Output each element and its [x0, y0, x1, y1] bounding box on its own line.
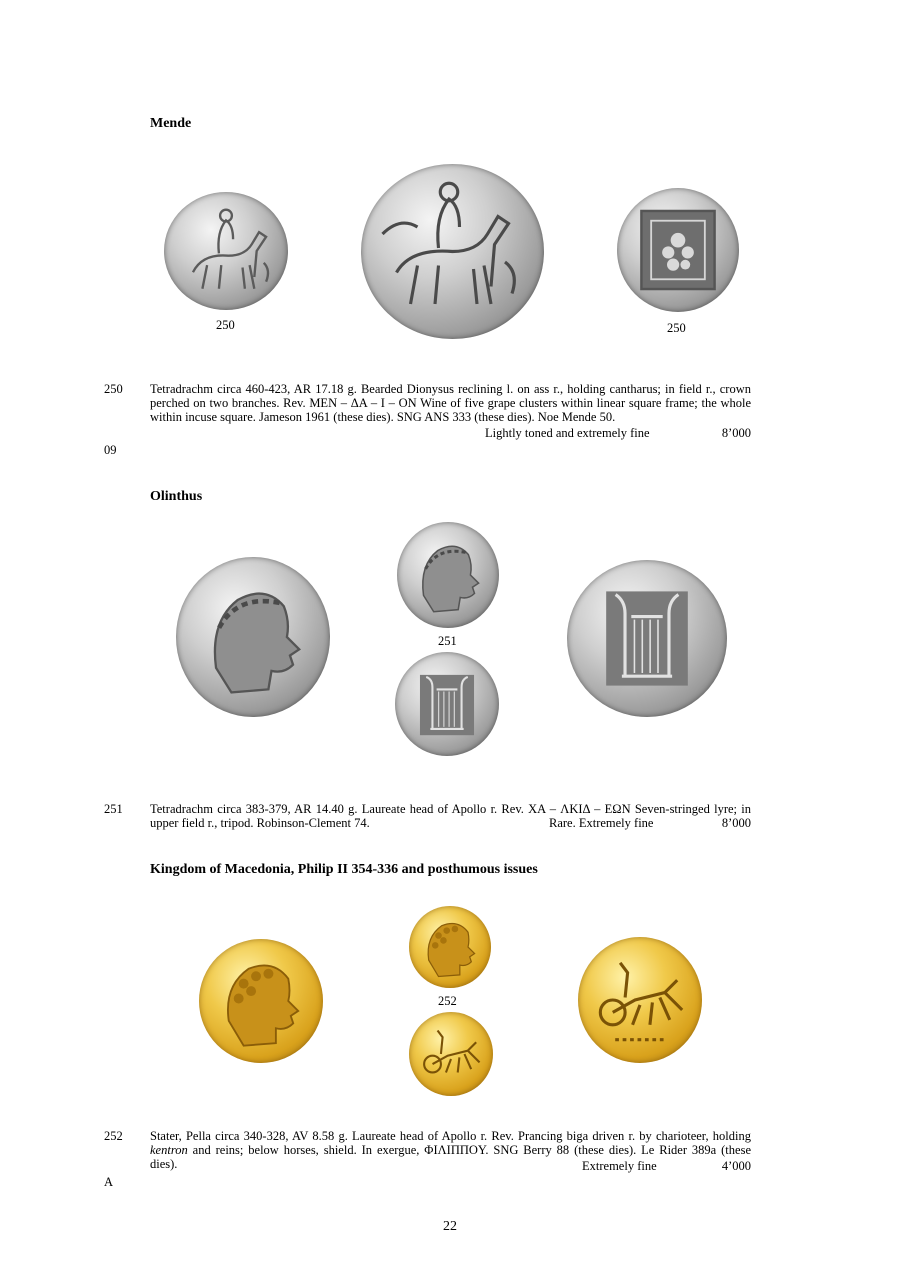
lot-price-252: 4’000: [721, 1159, 751, 1173]
coin-252-reverse-small: [409, 1012, 493, 1096]
coin-251-obverse-small: [397, 522, 499, 628]
dionysus-on-ass-icon: [361, 164, 544, 339]
section-heading-macedonia: Kingdom of Macedonia, Philip II 354-336 and posthumous issues: [150, 862, 538, 877]
biga-chariot-icon: [409, 1012, 493, 1096]
coin-252-obverse-large: [199, 939, 323, 1063]
section-heading-mende: Mende: [150, 116, 192, 131]
grape-clusters-square-icon: [617, 188, 739, 312]
coin-251-reverse-large: [567, 560, 727, 717]
coin-250-reverse: [617, 188, 739, 312]
lot-description-252-part-b: and reins; below horses, shield. In exergue, ΦIΛIΠΠOY. SNG Berry 88 (these dies). Le Rider 389a (these dies).: [150, 1143, 751, 1171]
lot-price-251: 8’000: [721, 816, 751, 830]
image-label-250-obverse: 250: [216, 318, 235, 332]
lot-description-250: Tetradrachm circa 460-423, AR 17.18 g. Bearded Dionysus reclining l. on ass r., holding cantharus; in field r., crown perched on two branches. Rev. MEN – ΔA – I – ON Wine of five grape clusters within linear square frame; the whole within incuse square. Jameson 1961 (these dies). SNG ANS 333 (these dies). Noe Mende 50.: [150, 382, 751, 424]
coin-250-obverse-large: [361, 164, 544, 339]
lot-number-250: 250: [104, 382, 123, 396]
lot-description-251: Tetradrachm circa 383-379, AR 14.40 g. Laureate head of Apollo r. Rev. XA – ΛΚΙΔ – EΩN Seven-stringed lyre; in upper field r., tripod. Robinson-Clement 74.: [150, 802, 751, 830]
coin-250-obverse-small: [164, 192, 288, 310]
lot-code-250: 09: [104, 443, 117, 457]
lot-price-250: 8’000: [721, 426, 751, 440]
dionysus-on-ass-icon: [164, 192, 288, 310]
lyre-icon: [567, 560, 727, 717]
lot-number-251: 251: [104, 802, 123, 816]
image-label-252: 252: [438, 994, 457, 1008]
lot-description-252-italic: kentron: [150, 1143, 188, 1157]
biga-chariot-icon: [578, 937, 702, 1063]
lyre-icon: [395, 652, 499, 756]
section-heading-olinthus: Olinthus: [150, 489, 203, 504]
apollo-head-icon: [397, 522, 499, 628]
apollo-head-icon: [409, 906, 491, 988]
apollo-head-icon: [199, 939, 323, 1063]
lot-grade-252: Extremely fine: [582, 1159, 657, 1173]
image-label-251: 251: [438, 634, 457, 648]
coin-251-obverse-large: [176, 557, 330, 717]
coin-251-reverse-small: [395, 652, 499, 756]
coin-252-obverse-small: [409, 906, 491, 988]
apollo-head-icon: [176, 557, 330, 717]
lot-grade-251: Rare. Extremely fine: [549, 816, 654, 830]
lot-description-252: [150, 1129, 751, 1171]
coin-252-reverse-large: [578, 937, 702, 1063]
lot-description-252-part-a: Stater, Pella circa 340-328, AV 8.58 g. Laureate head of Apollo r. Rev. Prancing biga driven r. by charioteer, holding: [150, 1129, 751, 1143]
lot-grade-250: Lightly toned and extremely fine: [485, 426, 650, 440]
image-label-250-reverse: 250: [667, 321, 686, 335]
lot-code-252: A: [104, 1175, 114, 1189]
lot-number-252: 252: [104, 1129, 123, 1143]
page-number: 22: [443, 1219, 457, 1234]
